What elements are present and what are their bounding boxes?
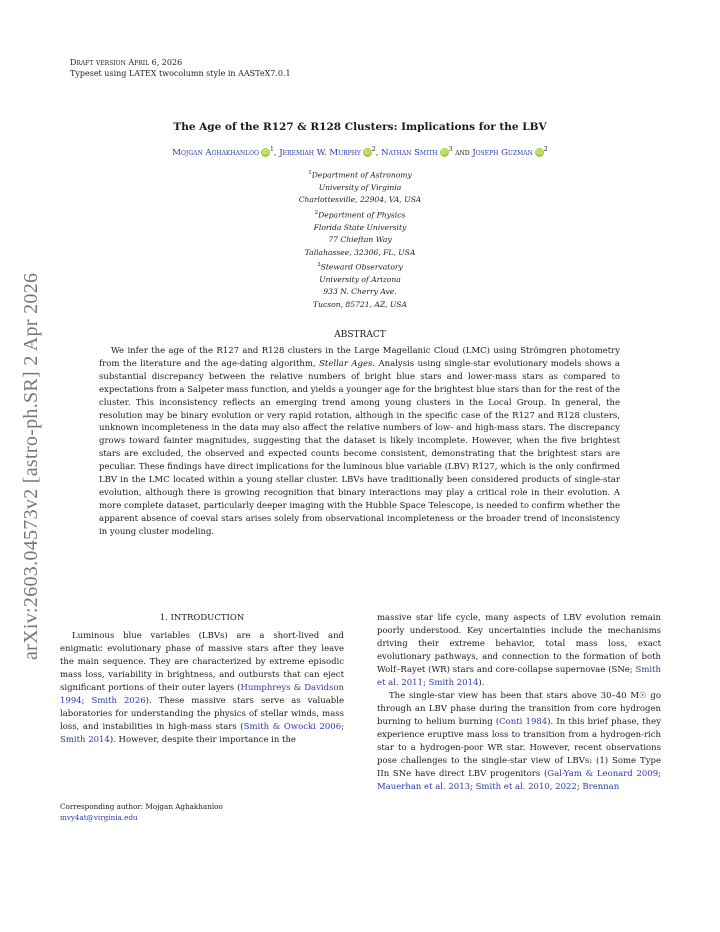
author-affil-mark: 2 — [543, 146, 548, 153]
citation-link[interactable]: Humphreys & Davidson 1994 — [60, 683, 345, 706]
paragraph-text: Luminous blue variables (LBVs) are a short-lived and enigmatic evolutionary phase of massive stars after they leave the main sequence. They are characterized by extreme episodic mass loss, variability in brightness, and outbursts that can eject significant portions of their outer layers ( — [60, 631, 344, 693]
affil-line: 77 Chieftan Way — [328, 235, 392, 245]
left-column — [60, 612, 344, 747]
affil-line: Florida State University — [313, 222, 407, 232]
citation-link[interactable]: Conti 1984 — [499, 717, 548, 727]
affil-number: 3 — [317, 261, 321, 268]
citation-link[interactable]: Smith & Owocki 2006 — [243, 722, 342, 732]
affil-line: Steward Observatory — [320, 262, 403, 272]
affil-number: 2 — [314, 209, 319, 216]
intro-paragraph — [377, 690, 661, 794]
footnote — [60, 802, 344, 823]
citation-link[interactable]: Smith 2026 — [91, 696, 146, 706]
paragraph-text: ). In this brief phase, they experience eruptive mass loss to transition from a hydrogen-rich star to a hydrogen-poor WR star. However, recent observations pose challenges to the single-star view of LBVs: (1) Some Type IIn SNe have direct LBV progenitors ( — [377, 717, 661, 779]
citation-link[interactable]: Mauerhan et al. 2013 — [377, 782, 471, 792]
abstract-emphasis: Stellar Ages — [319, 358, 373, 369]
paragraph-text: ; — [341, 722, 345, 732]
paper-title: The Age of the R127 & R128 Clusters: Implications for the LBV — [173, 121, 547, 133]
affil-line: University of Virginia — [318, 182, 402, 192]
citation-link[interactable]: Smith et al. 2011 — [377, 665, 661, 688]
author-name[interactable]: Joseph Guzman — [472, 147, 533, 158]
paragraph-text: The single-star view has been that stars above 30–40 M☉ go through an LBV phase during the transition from core hydrogen burning to helium burning ( — [377, 691, 661, 727]
typeset-line: Typeset using LATEX twocolumn style in AASTeX7.0.1 — [70, 69, 291, 78]
orcid-icon[interactable]: iD — [364, 148, 371, 156]
paragraph-text: ; — [658, 769, 661, 779]
paragraph-text: ; — [422, 678, 429, 688]
paragraph-text: ; — [470, 782, 476, 792]
citation-link[interactable]: Gal-Yam & Leonard 2009 — [547, 769, 659, 779]
arxiv-stamp: arXiv:2603.04573v2 [astro-ph.SR] 2 Apr 2026 — [20, 272, 42, 660]
affil-line: Tallahassee, 32306, FL, USA — [304, 247, 416, 257]
orcid-icon[interactable]: iD — [536, 148, 543, 156]
citation-link[interactable]: Smith et al. 2010, 2022 — [475, 782, 577, 792]
intro-paragraph — [60, 630, 344, 747]
author-list: Mojgan Aghakhanloo $iD^1$, Jeremiah W. Murphy $iD^2$, Nathan Smith $iD^3$ and Joseph Guzman $iD^2$ — [172, 146, 548, 158]
paragraph-text: ). However, despite their importance in the — [109, 735, 296, 745]
affil-line: University of Arizona — [319, 274, 401, 284]
draft-version-line: Draft version April 6, 2026 — [70, 58, 183, 67]
author-name[interactable]: Mojgan Aghakhanloo — [172, 147, 260, 158]
affiliations — [160, 167, 560, 311]
paragraph-text: ; — [81, 696, 92, 706]
abstract-text: We infer the age of the R127 and R128 clusters in the Large Magellanic Cloud (LMC) using Strömgren photometry from the literature and the age-dating algorithm, — [99, 346, 620, 369]
author-name[interactable]: Nathan Smith — [381, 147, 438, 158]
abstract-heading: ABSTRACT — [334, 330, 386, 340]
citation-link[interactable]: Smith 2014 — [428, 678, 479, 688]
section-heading: 1. INTRODUCTION — [159, 613, 245, 623]
corresponding-author: Corresponding author: Mojgan Aghakhanloo — [60, 802, 223, 811]
author-affil-mark: 2 — [371, 146, 376, 153]
affil-line: Tucson, 85721, AZ, USA — [313, 299, 407, 309]
author-affil-mark: 3 — [448, 146, 453, 153]
author-affil-mark: 1 — [270, 146, 274, 153]
intro-paragraph — [377, 612, 661, 690]
paragraph-text: massive star life cycle, many aspects of LBV evolution remain poorly understood. Key uncertainties include the mechanisms driving their extreme behavior, total mass loss, exact evolutionary pathways, and connection to the formation of both Wolf–Rayet (WR) stars and core-collapse supernovae (SNe; — [377, 613, 661, 675]
affil-line: Department of Astronomy — [311, 170, 412, 180]
citation-link[interactable]: Brennan — [582, 782, 620, 792]
abstract-text: . Analysis using single-star evolutionary models shows a substantial discrepancy between the relative numbers of bright blue stars and lower-mass stars as compared to expectations from a Salpeter mass function, and yields a younger age for the brightest blue stars than for the rest of the cluster. This inconsistency reflects an emerging trend among young clusters in the Local Group. In general, the resolution may be binary evolution or very rapid rotation, although in the specific case of the R127 and R128 clusters, unknown incompleteness in the data may also affect the relative numbers of low- and high-mass stars. The discrepancy grows toward fainter magnitudes, suggesting that the dataset is likely incomplete. However, when the five brightest stars are excluded, the observed and expected counts become consistent, demonstrating that the brightest stars are peculiar. These findings have direct implications for the luminous blue variable (LBV) R127, which is the only confirmed LBV in the LMC located within a young stellar cluster. LBVs have traditionally been considered products of single-star evolution, although there is growing recognition that binary interactions may play a critical role in their evolution. A more complete dataset, particularly deeper imaging with the Hubble Space Telescope, is needed to confirm whether the apparent absence of coeval stars arises solely from observational incompleteness or the broader trend of inconsistency in young cluster modeling. — [99, 358, 620, 537]
author-and: and — [455, 147, 470, 158]
affil-line: 933 N. Cherry Ave. — [323, 287, 397, 297]
email-link[interactable]: mvy4at@virginia.edu — [60, 812, 138, 822]
affil-line: Charlottesville, 22904, VA, USA — [298, 195, 422, 205]
right-column — [377, 612, 661, 794]
abstract-body — [99, 345, 620, 539]
affil-line: Department of Physics — [318, 210, 406, 220]
paragraph-text: ; — [576, 782, 583, 792]
paragraph-text: ). — [478, 678, 485, 688]
citation-link[interactable]: Smith 2014 — [60, 735, 110, 745]
author-name[interactable]: Jeremiah W. Murphy — [279, 147, 361, 158]
paragraph-text: ). These massive stars serve as valuable laboratories for understanding the physics of stellar winds, mass loss, and instabilities in high-mass stars ( — [60, 696, 344, 732]
affil-number: 1 — [308, 170, 312, 176]
orcid-icon[interactable]: iD — [441, 148, 448, 156]
draft-header — [70, 57, 291, 79]
orcid-icon[interactable]: iD — [262, 148, 269, 156]
